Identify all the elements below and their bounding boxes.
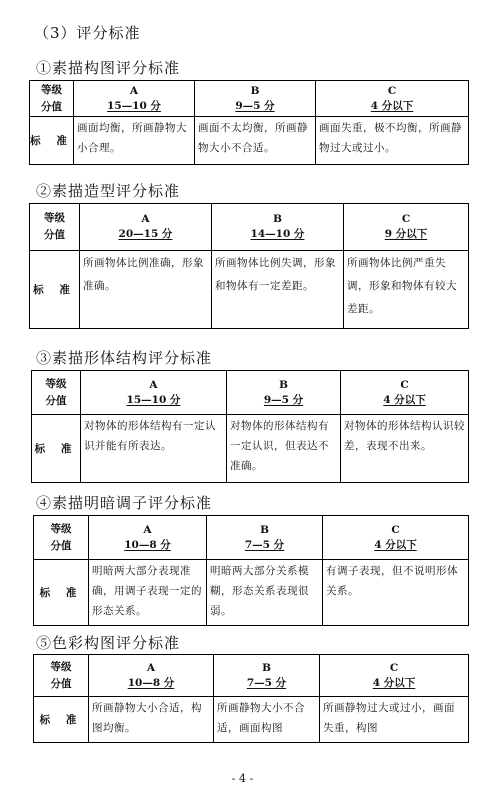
score-table — [29, 80, 469, 165]
score-c: 4 分以下 — [370, 99, 414, 112]
standard-c: 对物体的形体结构认识较差，表现不出来。 — [341, 415, 469, 483]
grade-c-header — [344, 204, 469, 251]
table-title: ⑤色彩构图评分标准 — [36, 634, 181, 652]
standard-b: 画面不太均衡，所画静物大小不合适。 — [195, 117, 316, 165]
standard-b: 所画物体比例失调，形象和物体有一定差距。 — [212, 251, 344, 329]
header-label-cell — [34, 516, 89, 560]
score-b: 7—5 分 — [246, 676, 287, 689]
table-title: ③素描形体结构评分标准 — [36, 349, 213, 367]
table-title: ②素描造型评分标准 — [36, 182, 181, 200]
grade-b: B — [262, 661, 271, 674]
grade-label: 等级 — [50, 660, 72, 673]
grade-c: C — [389, 661, 399, 674]
score-table — [33, 654, 469, 743]
grade-b-header — [207, 516, 323, 560]
grade-a-header — [74, 81, 195, 117]
grade-a-header — [80, 204, 212, 251]
grade-c-header — [320, 655, 469, 697]
grade-label: 等级 — [45, 377, 67, 390]
grade-a: A — [143, 523, 152, 536]
header-label-cell — [32, 371, 81, 415]
grade-b: B — [279, 378, 288, 391]
standard-a: 对物体的形体结构有一定认识并能有所表达。 — [81, 415, 227, 483]
score-c: 4 分以下 — [372, 676, 416, 689]
score-table — [29, 203, 469, 329]
grade-b: B — [250, 84, 260, 97]
grade-a-header — [89, 516, 207, 560]
score-label: 分值 — [45, 394, 67, 407]
score-label: 分值 — [41, 100, 62, 113]
grade-b: B — [260, 523, 269, 536]
score-a: 15—10 分 — [107, 99, 161, 112]
standard-label: 标 准 — [32, 415, 81, 483]
grade-label: 等级 — [44, 212, 65, 224]
score-a: 10—8 分 — [124, 538, 171, 551]
score-c: 4 分以下 — [383, 393, 426, 406]
score-table — [31, 370, 469, 483]
standard-c: 所画静物过大或过小，画面失重，构图 — [320, 697, 469, 743]
standard-c: 所画物体比例严重失调，形象和物体有较大差距。 — [344, 251, 469, 329]
grade-c: C — [400, 378, 409, 391]
grade-a: A — [141, 213, 150, 225]
score-a: 15—10 分 — [126, 393, 181, 406]
grade-b-header — [214, 655, 320, 697]
section-title: （3）评分标准 — [34, 24, 141, 42]
grade-label: 等级 — [41, 83, 62, 96]
score-b: 9—5 分 — [263, 393, 304, 406]
score-label: 分值 — [50, 539, 72, 552]
standard-a: 明暗两大部分表现准确，用调子表现一定的形态关系。 — [89, 560, 207, 626]
score-a: 10—8 分 — [127, 676, 175, 689]
header-label-cell — [30, 204, 80, 251]
header-label-cell — [30, 81, 74, 117]
standard-b: 明暗两大部分关系模糊，形态关系表现很弱。 — [207, 560, 323, 626]
score-c: 9 分以下 — [384, 228, 428, 240]
grade-a: A — [149, 378, 158, 391]
grade-c-header — [323, 516, 469, 560]
grade-a: A — [129, 84, 139, 97]
grade-a: A — [146, 661, 156, 674]
score-label: 分值 — [44, 229, 65, 241]
standard-a: 所画静物大小合适，构图均衡。 — [89, 697, 214, 743]
grade-a-header — [81, 371, 227, 415]
standard-c: 有调子表现，但不说明形体关系。 — [323, 560, 469, 626]
grade-a-header — [89, 655, 214, 697]
table-title: ①素描构图评分标准 — [36, 59, 181, 77]
score-c: 4 分以下 — [374, 538, 417, 551]
grade-label: 等级 — [50, 522, 72, 535]
page-number: - 4 - — [231, 772, 254, 785]
grade-b-header — [212, 204, 344, 251]
grade-c: C — [387, 84, 397, 97]
grade-b-header — [227, 371, 341, 415]
table-title: ④素描明暗调子评分标准 — [36, 494, 213, 512]
standard-label: 标 准 — [30, 251, 80, 329]
score-a: 20—15 分 — [118, 228, 173, 240]
standard-a: 画面均衡，所画静物大小合理。 — [74, 117, 195, 165]
score-b: 9—5 分 — [235, 99, 275, 112]
grade-c-header — [316, 81, 469, 117]
score-b: 7—5 分 — [244, 538, 285, 551]
standard-label: 标 准 — [30, 117, 74, 165]
standard-a: 所画物体比例准确，形象准确。 — [80, 251, 212, 329]
grade-c: C — [391, 523, 400, 536]
grade-b: B — [273, 213, 282, 225]
score-table — [33, 515, 469, 626]
standard-label: 标 准 — [34, 697, 89, 743]
standard-b: 所画静物大小不合适，画面构图 — [214, 697, 320, 743]
score-b: 14—10 分 — [250, 228, 305, 240]
standard-label: 标 准 — [34, 560, 89, 626]
grade-c: C — [401, 213, 411, 225]
standard-b: 对物体的形体结构有一定认识，但表达不准确。 — [227, 415, 341, 483]
standard-c: 画面失重，极不均衡，所画静物过大或过小。 — [316, 117, 469, 165]
grade-b-header — [195, 81, 316, 117]
header-label-cell — [34, 655, 89, 697]
grade-c-header — [341, 371, 469, 415]
score-label: 分值 — [50, 677, 72, 690]
